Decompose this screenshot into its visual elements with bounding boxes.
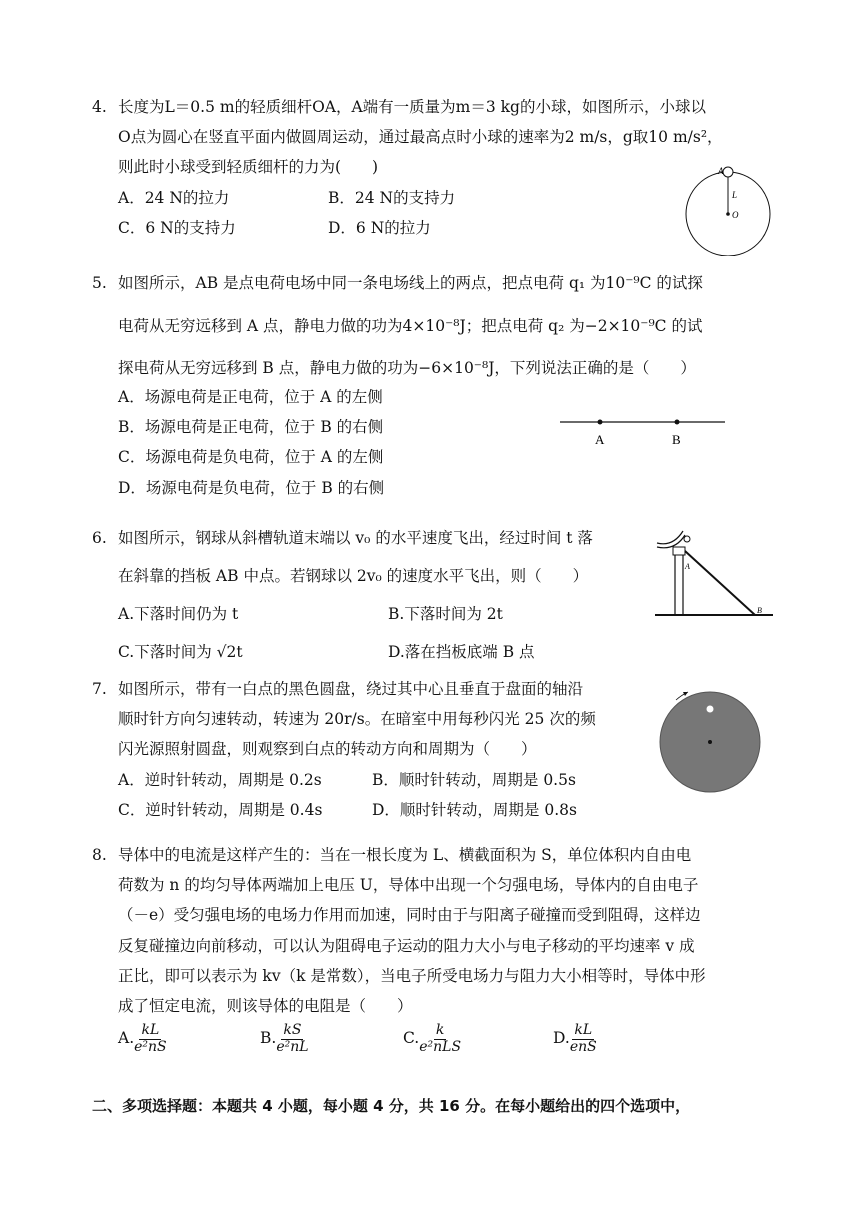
question-text: 如图所示，钢球从斜槽轨道末端以 v₀ 的水平速度飞出，经过时间 t 落 bbox=[118, 529, 593, 547]
label-a: A bbox=[595, 432, 605, 447]
question-text: 导体中的电流是这样产生的：当在一根长度为 L、横截面积为 S，单位体积内自由电 bbox=[118, 846, 692, 864]
question-text: 成了恒定电流，则该导体的电阻是（ ） bbox=[118, 997, 413, 1016]
section-heading: 二、多项选择题：本题共 4 小题，每小题 4 分，共 16 分。在每小题给出的四个选项中， bbox=[92, 1097, 691, 1115]
numerator: kL bbox=[141, 1022, 160, 1039]
circular-motion-figure bbox=[680, 164, 780, 256]
question-text: 顺时针方向匀速转动，转速为 20r/s。在暗室中用每秒闪光 25 次的频 bbox=[118, 710, 596, 729]
question-number: 4. bbox=[92, 98, 107, 116]
question-text: 反复碰撞边向前移动，可以认为阻碍电子运动的阻力大小与电子移动的平均速率 v 成 bbox=[118, 936, 695, 955]
denominator: e²nL bbox=[276, 1038, 309, 1055]
question-text: 荷数为 n 的均匀导体两端加上电压 U，导体中出现一个匀强电场，导体内的自由电子 bbox=[118, 876, 699, 895]
option-d[interactable]: D.落在挡板底端 B 点 bbox=[388, 642, 535, 661]
question-number: 6. bbox=[92, 529, 107, 547]
denominator: e²nS bbox=[134, 1038, 167, 1055]
label-b: B bbox=[757, 606, 762, 615]
option-c[interactable]: C. $\frac{k}{\text{e²nLS}}$ bbox=[403, 1022, 462, 1055]
question-number: 8. bbox=[92, 846, 107, 864]
question-number: 5. bbox=[92, 274, 107, 292]
numerator: k bbox=[435, 1022, 445, 1039]
denominator: enS bbox=[569, 1038, 597, 1055]
option-c[interactable]: C．6 N的支持力 bbox=[118, 218, 236, 237]
question-text: （－e）受匀强电场的电场力作用而加速，同时由于与阳离子碰撞而受到阻碍，这样边 bbox=[118, 906, 701, 925]
option-b[interactable]: B. $\frac{kS}{\text{e²nL}}$ bbox=[260, 1022, 309, 1055]
question-text: 如图所示，带有一白点的黑色圆盘，绕过其中心且垂直于盘面的轴沿 bbox=[118, 680, 584, 698]
question-8 bbox=[92, 840, 800, 1055]
option-b[interactable]: B．顺时针转动，周期是 0.5s bbox=[372, 770, 576, 789]
label-a: A bbox=[685, 562, 690, 571]
option-b[interactable]: B．场源电荷是正电荷，位于 B 的右侧 bbox=[118, 418, 384, 437]
label-a: A bbox=[718, 166, 724, 176]
option-a[interactable]: A．逆时针转动，周期是 0.2s bbox=[118, 770, 322, 789]
question-text: 则此时小球受到轻质细杆的力为( ) bbox=[118, 158, 379, 177]
question-text: 如图所示，AB 是点电荷电场中同一条电场线上的两点，把点电荷 q₁ 为10⁻⁹C 的试探 bbox=[118, 274, 703, 292]
question-text: 在斜靠的挡板 AB 中点。若钢球以 2v₀ 的速度水平飞出，则（ ） bbox=[118, 566, 589, 585]
option-a[interactable]: A．场源电荷是正电荷，位于 A 的左侧 bbox=[118, 388, 383, 406]
option-a[interactable]: A.下落时间仍为 t bbox=[118, 604, 239, 623]
question-text: 闪光源照射圆盘，则观察到白点的转动方向和周期为（ ） bbox=[118, 740, 537, 759]
option-d[interactable]: D．6 N的拉力 bbox=[328, 218, 431, 237]
option-b[interactable]: B．24 N的支持力 bbox=[328, 188, 456, 207]
question-text: 探电荷从无穷远移到 B 点，静电力做的功为−6×10⁻⁸J，下列说法正确的是（ ） bbox=[118, 359, 696, 378]
question-text: 正比，即可以表示为 kv（k 是常数），当电子所受电场力与阻力大小相等时，导体中形 bbox=[118, 966, 706, 985]
question-text: 长度为L＝0.5 m的轻质细杆OA，A端有一质量为m＝3 kg的小球，如图所示，小球以 bbox=[118, 98, 706, 116]
question-5 bbox=[92, 262, 800, 390]
denominator: e²nLS bbox=[419, 1038, 462, 1055]
chute-figure bbox=[655, 525, 775, 621]
option-c[interactable]: C．逆时针转动，周期是 0.4s bbox=[118, 800, 323, 819]
question-text: O点为圆心在竖直平面内做圆周运动，通过最高点时小球的速率为2 m/s，g取10 m/s²， bbox=[118, 128, 723, 147]
question-number: 7. bbox=[92, 680, 107, 698]
option-d[interactable]: D. $\frac{kL}{\text{enS}}$ bbox=[553, 1022, 597, 1055]
option-c[interactable]: C．场源电荷是负电荷，位于 A 的左侧 bbox=[118, 448, 384, 467]
option-a[interactable]: A．24 N的拉力 bbox=[118, 188, 230, 207]
label-l: L bbox=[732, 190, 738, 200]
option-a[interactable]: A. $\frac{kL}{\text{e²nS}}$ bbox=[118, 1022, 167, 1055]
option-d[interactable]: D．顺时针转动，周期是 0.8s bbox=[372, 800, 577, 819]
field-line-figure bbox=[560, 410, 730, 450]
question-text: 电荷从无穷远移到 A 点，静电力做的功为4×10⁻⁸J；把点电荷 q₂ 为−2×10⁻⁹C 的试 bbox=[118, 316, 703, 335]
numerator: kL bbox=[574, 1022, 593, 1039]
numerator: kS bbox=[283, 1022, 302, 1039]
option-b[interactable]: B.下落时间为 2t bbox=[388, 604, 503, 623]
label-o: O bbox=[732, 210, 739, 220]
option-c[interactable]: C.下落时间为 √2t bbox=[118, 642, 243, 661]
disk-figure bbox=[654, 684, 774, 796]
label-b: B bbox=[672, 432, 681, 447]
option-d[interactable]: D．场源电荷是负电荷，位于 B 的右侧 bbox=[118, 478, 385, 497]
